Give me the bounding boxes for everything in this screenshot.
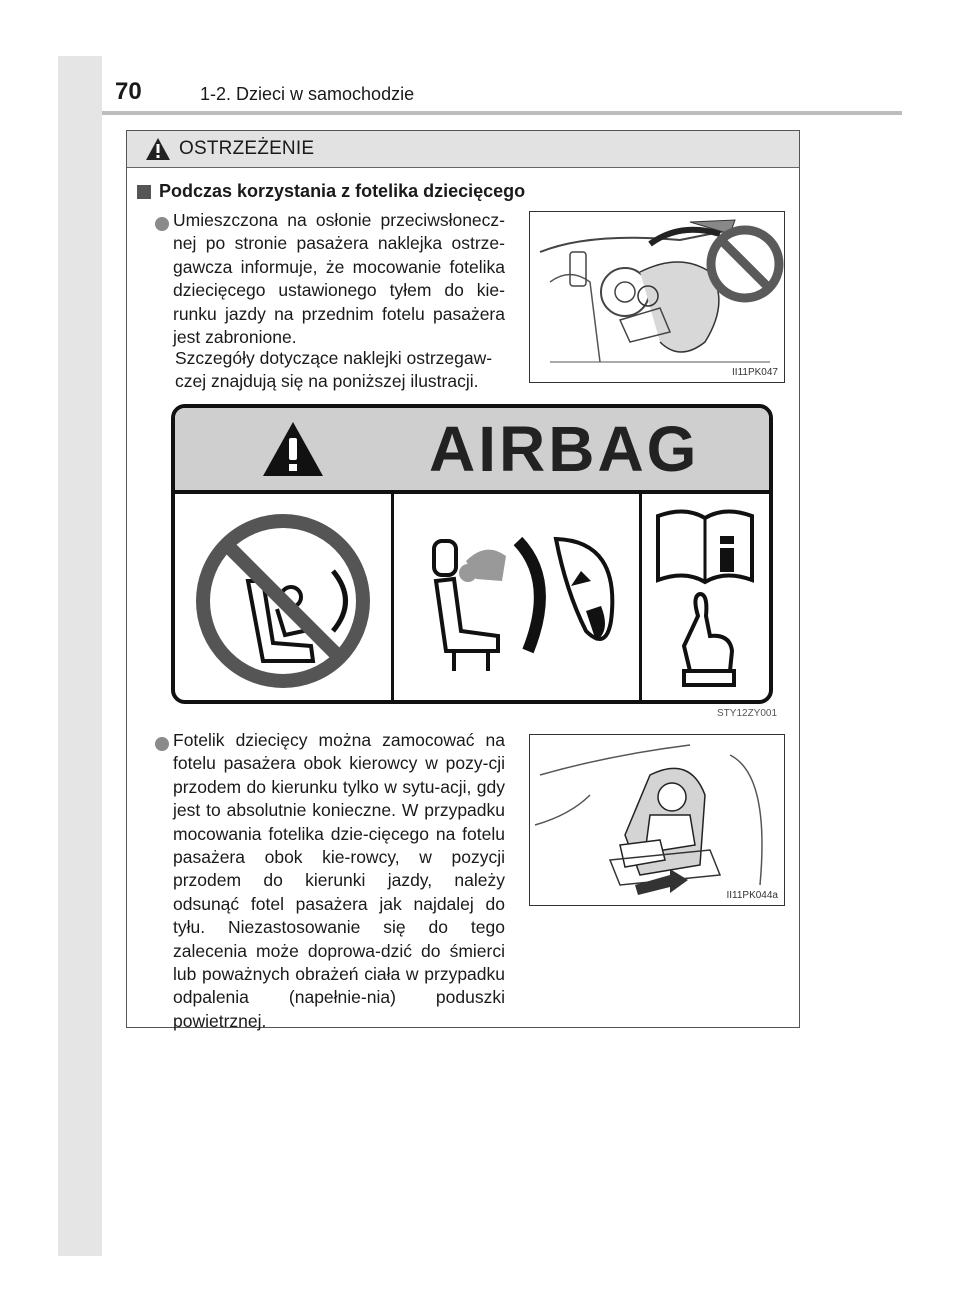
sun-visor-illustration <box>530 212 784 382</box>
round-bullet-icon <box>155 217 169 231</box>
warning-triangle-icon <box>261 420 325 478</box>
figure-code: II11PK047 <box>732 367 778 378</box>
bullet1-note: Szczegóły dotyczące naklejki ostrzegaw-czej znajdują się na poniższej ilustracji. <box>175 348 493 392</box>
read-manual-icon <box>650 506 760 696</box>
warning-box <box>126 130 800 1031</box>
bullet1-text: Umieszczona na osłonie przeciwsłonecz-nej po stronie pasażera naklejka ostrze-gawcza informuje, że mocowanie fotelika dziecięcego ustawionego tyłem do kie-runku jazdy na przednim fotelu pasażera jest zabronione. <box>173 210 505 348</box>
round-bullet-icon <box>155 737 169 751</box>
warning-header <box>127 131 799 168</box>
warning-title: OSTRZEŻENIE <box>179 138 315 159</box>
panel-airbag-deploy <box>394 494 642 704</box>
header-rule <box>102 111 902 115</box>
airbag-word: AIRBAG <box>429 413 700 485</box>
sun-visor-figure <box>529 211 785 383</box>
figure-code: II11PK044a <box>726 890 778 901</box>
label-figure-code: STY12ZY001 <box>717 708 778 719</box>
airbag-warning-label <box>171 404 773 704</box>
airbag-label-header <box>175 408 769 494</box>
airbag-panels <box>175 494 769 704</box>
page-number: 70 <box>115 78 142 105</box>
panel-manual <box>642 494 769 704</box>
page-sidebar <box>58 56 102 1256</box>
no-child-seat-icon <box>193 511 373 691</box>
subheading-text: Podczas korzystania z fotelika dziecięcego <box>159 181 526 201</box>
forward-facing-seat-figure <box>529 734 785 906</box>
warning-subheading <box>137 181 525 202</box>
section-title: 1-2. Dzieci w samochodzie <box>200 84 415 104</box>
warning-triangle-icon <box>145 137 171 161</box>
panel-no-rear-facing <box>175 494 394 704</box>
bullet2-text: Fotelik dziecięcy można zamocować na fotelu pasażera obok kierowcy w pozy-cji przodem do kierunku tylko w sytu-acji, gdy jest to absolutnie konieczne. W przypadku mocowania fotelika dzie-cięcego na fotelu pasażera obok kie-rowcy, w pozycji przodem do kierunki jazdy, należy odsunąć fotel pasażera jak najdalej do tyłu. Niezastosowanie się do tego zalecenia może doprowa-dzić do śmierci lub poważnych obrażeń ciała w przypadku odpalenia (napełnie-nia) poduszki powietrznej. <box>173 730 505 1031</box>
airbag-deploy-icon <box>406 511 626 691</box>
square-bullet-icon <box>137 185 151 199</box>
forward-seat-illustration <box>530 735 784 905</box>
